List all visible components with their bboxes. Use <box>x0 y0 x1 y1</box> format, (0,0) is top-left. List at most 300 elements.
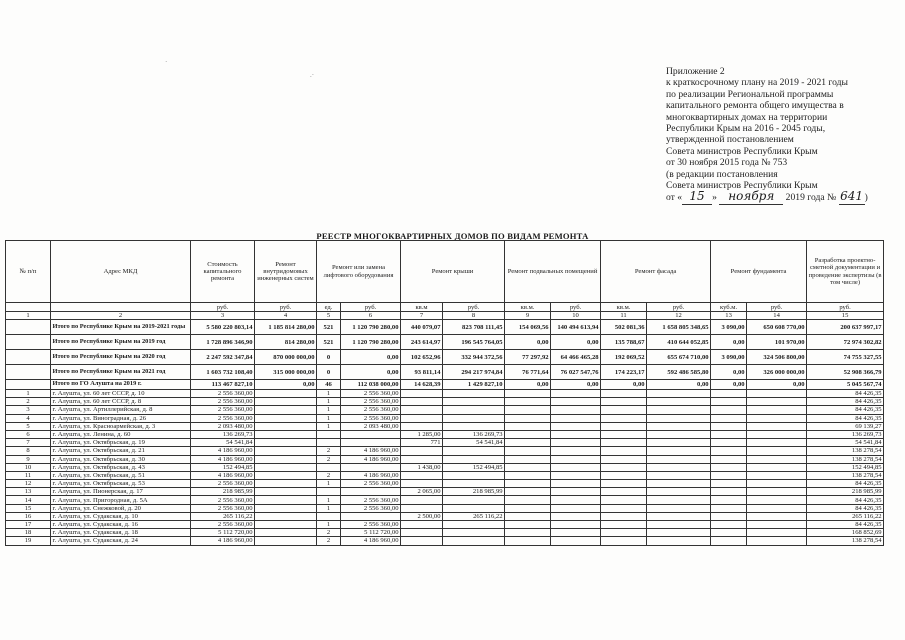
table-cell: 3 <box>191 312 255 320</box>
table-cell: г. Алушта, ул. Судакская, д. 18 <box>51 529 191 537</box>
table-cell: 140 494 613,94 <box>551 320 601 335</box>
table-cell: 2 <box>317 455 341 463</box>
table-cell: 76 771,64 <box>505 365 551 380</box>
table-row <box>6 504 884 512</box>
table-cell: 218 985,99 <box>807 488 884 496</box>
table-cell: Итого по ГО Алушта на 2019 г. <box>51 380 191 390</box>
table-cell <box>551 455 601 463</box>
table-cell <box>341 463 401 471</box>
table-cell: 46 <box>317 380 341 390</box>
table-row <box>6 439 884 447</box>
table-cell <box>317 488 341 496</box>
table-cell: 1 <box>317 406 341 414</box>
table-cell <box>647 455 711 463</box>
table-cell: 2 556 360,00 <box>341 390 401 398</box>
table-cell <box>747 529 807 537</box>
table-cell <box>401 496 443 504</box>
table-cell <box>711 422 747 430</box>
table-cell: 655 674 710,00 <box>647 350 711 365</box>
table-cell: г. Алушта, ул. Октябрьская, д. 53 <box>51 480 191 488</box>
table-cell <box>551 488 601 496</box>
table-cell <box>711 471 747 479</box>
table-cell: 76 027 547,76 <box>551 365 601 380</box>
table-cell <box>747 406 807 414</box>
table-cell <box>443 471 505 479</box>
table-cell: 52 908 366,79 <box>807 365 884 380</box>
table-cell: руб. <box>341 303 401 312</box>
table-row <box>6 480 884 488</box>
table-cell: 10 <box>6 463 51 471</box>
table-cell <box>647 504 711 512</box>
table-cell: 1 <box>317 422 341 430</box>
table-cell: 332 944 372,56 <box>443 350 505 365</box>
table-cell: 814 280,00 <box>255 335 317 350</box>
table-cell: 2 <box>317 537 341 545</box>
table-cell <box>401 504 443 512</box>
table-cell: 84 426,35 <box>807 496 884 504</box>
table-cell <box>601 480 647 488</box>
total-row <box>6 320 884 335</box>
table-cell <box>711 455 747 463</box>
table-cell <box>505 447 551 455</box>
table-cell <box>747 488 807 496</box>
table-cell <box>601 406 647 414</box>
annex-date-year: 2019 года № <box>785 192 837 204</box>
annex-line: многоквартирных домах на территории <box>666 111 828 123</box>
table-cell: 1 728 896 346,90 <box>191 335 255 350</box>
table-cell: 54 541,84 <box>807 439 884 447</box>
table-row <box>6 471 884 479</box>
table-row <box>6 512 884 520</box>
table-cell <box>443 414 505 422</box>
table-cell <box>255 480 317 488</box>
table-cell: 84 426,35 <box>807 480 884 488</box>
table-cell: г. Алушта, ул. 60 лет СССР, д. 10 <box>51 390 191 398</box>
table-cell <box>711 512 747 520</box>
table-cell: 592 486 585,80 <box>647 365 711 380</box>
annex-date-month: ноября <box>728 189 775 204</box>
table-cell: 7 <box>401 312 443 320</box>
table-cell <box>711 406 747 414</box>
table-cell: 2 556 360,00 <box>191 398 255 406</box>
table-cell: 1 <box>317 414 341 422</box>
table-cell: 101 970,00 <box>747 335 807 350</box>
annex-line: по реализации Региональной программы <box>666 88 834 100</box>
table-cell <box>551 471 601 479</box>
table-cell: 6 <box>6 430 51 438</box>
table-cell <box>401 447 443 455</box>
table-cell <box>747 480 807 488</box>
table-cell <box>505 463 551 471</box>
table-cell: 218 985,99 <box>191 488 255 496</box>
table-cell: 113 467 827,10 <box>191 380 255 390</box>
table-row <box>6 390 884 398</box>
table-cell <box>647 439 711 447</box>
table-cell <box>401 480 443 488</box>
table-cell: 138 278,54 <box>807 455 884 463</box>
table-cell: 54 541,84 <box>443 439 505 447</box>
table-cell <box>255 504 317 512</box>
table-cell <box>647 537 711 545</box>
table-cell <box>6 350 51 365</box>
table-header-row <box>6 241 884 303</box>
table-cell: 138 278,54 <box>807 447 884 455</box>
table-cell: 0,00 <box>255 380 317 390</box>
table-cell: 14 628,39 <box>401 380 443 390</box>
table-cell <box>505 455 551 463</box>
table-cell <box>551 504 601 512</box>
table-cell <box>711 537 747 545</box>
table-cell: 1 <box>6 390 51 398</box>
table-cell: кв.м. <box>505 303 551 312</box>
table-cell <box>747 439 807 447</box>
table-cell: 243 614,97 <box>401 335 443 350</box>
table-cell: 4 186 960,00 <box>341 455 401 463</box>
table-cell <box>711 463 747 471</box>
header-basement: Ремонт подвальных помещений <box>505 241 601 303</box>
table-cell <box>6 380 51 390</box>
table-cell <box>601 463 647 471</box>
table-cell <box>505 398 551 406</box>
table-cell: 410 644 052,85 <box>647 335 711 350</box>
table-cell: 294 217 974,84 <box>443 365 505 380</box>
table-cell <box>443 455 505 463</box>
table-cell: 5 <box>6 422 51 430</box>
table-cell: 72 974 302,82 <box>807 335 884 350</box>
table-cell: 11 <box>6 471 51 479</box>
table-cell: 174 223,17 <box>601 365 647 380</box>
table-cell <box>647 512 711 520</box>
table-cell: 2 556 360,00 <box>341 480 401 488</box>
table-cell: г. Алушта, ул. Пригородная, д. 5А <box>51 496 191 504</box>
table-row <box>6 529 884 537</box>
table-cell <box>647 390 711 398</box>
table-cell: кв.м <box>401 303 443 312</box>
table-cell <box>601 390 647 398</box>
table-cell <box>747 537 807 545</box>
table-cell: 8 <box>443 312 505 320</box>
table-cell: 2 556 360,00 <box>191 406 255 414</box>
table-cell: 0,00 <box>647 380 711 390</box>
table-cell <box>443 480 505 488</box>
table-cell: 1 <box>317 398 341 406</box>
table-cell: 14 <box>6 496 51 504</box>
header-engineering-systems: Ремонт внутридомовых инженерных систем <box>255 241 317 303</box>
table-cell <box>443 422 505 430</box>
table-cell: 2 093 480,00 <box>191 422 255 430</box>
table-cell <box>747 512 807 520</box>
table-cell: 0 <box>317 350 341 365</box>
table-cell: 771 <box>401 439 443 447</box>
annex-date-day: 15 <box>689 189 705 204</box>
table-cell: 14 <box>747 312 807 320</box>
table-cell: 84 426,35 <box>807 398 884 406</box>
table-cell <box>317 430 341 438</box>
table-cell: г. Алушта, ул. Ленина, д. 60 <box>51 430 191 438</box>
table-cell <box>551 512 601 520</box>
table-cell <box>551 414 601 422</box>
table-row <box>6 422 884 430</box>
table-cell: 2 556 360,00 <box>341 496 401 504</box>
table-cell <box>505 390 551 398</box>
table-cell <box>711 504 747 512</box>
table-cell: г. Алушта, ул. Снежковой, д. 20 <box>51 504 191 512</box>
table-cell <box>747 463 807 471</box>
table-cell: 17 <box>6 521 51 529</box>
annex-date-number: 641 <box>840 189 864 204</box>
table-cell: 84 426,35 <box>807 504 884 512</box>
table-cell: 2 247 592 347,84 <box>191 350 255 365</box>
total-row <box>6 350 884 365</box>
table-cell: 650 608 770,00 <box>747 320 807 335</box>
header-address: Адрес МКД <box>51 241 191 303</box>
table-cell <box>601 488 647 496</box>
table-cell: 196 545 764,05 <box>443 335 505 350</box>
table-cell <box>601 455 647 463</box>
annex-line: Совета министров Республики Крым <box>666 145 818 157</box>
table-cell: 136 269,73 <box>443 430 505 438</box>
table-cell <box>711 430 747 438</box>
table-cell <box>747 398 807 406</box>
units-row <box>6 303 884 312</box>
table-cell: 1 <box>317 521 341 529</box>
table-cell: 84 426,35 <box>807 414 884 422</box>
table-cell <box>505 488 551 496</box>
table-cell <box>341 430 401 438</box>
column-number-row <box>6 312 884 320</box>
table-cell <box>401 422 443 430</box>
table-cell <box>711 480 747 488</box>
table-cell: 2 556 360,00 <box>191 504 255 512</box>
table-cell: 2 556 360,00 <box>191 480 255 488</box>
table-cell: руб. <box>647 303 711 312</box>
table-cell <box>647 521 711 529</box>
table-cell <box>601 529 647 537</box>
table-cell: г. Алушта, ул. Судакская, д. 10 <box>51 512 191 520</box>
table-cell <box>443 496 505 504</box>
table-cell: 1 120 790 280,00 <box>341 335 401 350</box>
table-cell: 4 186 960,00 <box>191 447 255 455</box>
table-cell <box>401 455 443 463</box>
header-foundation: Ремонт фундамента <box>711 241 807 303</box>
table-cell: 2 <box>317 471 341 479</box>
table-cell: 1 <box>317 390 341 398</box>
table-cell <box>747 521 807 529</box>
table-cell <box>647 496 711 504</box>
table-cell <box>255 463 317 471</box>
table-cell <box>601 521 647 529</box>
table-cell <box>401 414 443 422</box>
table-cell: 2 556 360,00 <box>191 414 255 422</box>
table-cell: 521 <box>317 320 341 335</box>
table-cell: 2 556 360,00 <box>191 496 255 504</box>
table-cell: 823 708 111,45 <box>443 320 505 335</box>
annex-date-mid: » <box>712 192 717 204</box>
table-cell: 0,00 <box>505 380 551 390</box>
table-cell <box>505 512 551 520</box>
table-cell <box>711 529 747 537</box>
table-cell <box>711 390 747 398</box>
table-cell: 2 556 360,00 <box>341 521 401 529</box>
header-number: № п/п <box>6 241 51 303</box>
table-cell <box>747 430 807 438</box>
header-cost: Стоимость капитального ремонта <box>191 241 255 303</box>
table-cell: 0,00 <box>711 380 747 390</box>
annex-date-day-blank <box>682 191 712 204</box>
table-cell: 0,00 <box>747 380 807 390</box>
table-cell: 154 069,56 <box>505 320 551 335</box>
total-row <box>6 380 884 390</box>
header-design-docs: Разработка проектно-сметной документации и проведение экспертизы (в том числе) <box>807 241 884 303</box>
table-cell: 1 120 790 280,00 <box>341 320 401 335</box>
table-cell: 265 116,22 <box>807 512 884 520</box>
table-cell: 200 637 997,17 <box>807 320 884 335</box>
table-cell: 0,00 <box>601 380 647 390</box>
table-cell <box>551 496 601 504</box>
table-cell <box>255 455 317 463</box>
scan-speck: .· <box>310 71 315 79</box>
table-cell: 5 580 220 803,14 <box>191 320 255 335</box>
table-cell: 15 <box>6 504 51 512</box>
table-cell <box>747 414 807 422</box>
table-cell <box>401 521 443 529</box>
table-cell <box>551 398 601 406</box>
table-cell <box>401 537 443 545</box>
table-cell <box>255 398 317 406</box>
annex-line: от 30 ноября 2015 года № 753 <box>666 157 788 169</box>
table-cell: 0,00 <box>711 335 747 350</box>
table-cell <box>255 422 317 430</box>
table-body <box>6 303 884 546</box>
table-cell: 4 186 960,00 <box>191 537 255 545</box>
table-cell: 6 <box>341 312 401 320</box>
annex-date-line <box>666 191 902 204</box>
table-cell: 138 278,54 <box>807 471 884 479</box>
table-cell <box>601 414 647 422</box>
table-cell <box>443 398 505 406</box>
table-cell: 64 466 465,28 <box>551 350 601 365</box>
table-cell <box>711 447 747 455</box>
table-cell <box>401 406 443 414</box>
table-cell <box>647 422 711 430</box>
annex-number-blank <box>839 191 865 204</box>
table-cell: г. Алушта, ул. Пионерская, д. 17 <box>51 488 191 496</box>
table-cell <box>647 471 711 479</box>
table-row <box>6 406 884 414</box>
table-cell <box>505 422 551 430</box>
annex-lines <box>666 66 902 191</box>
table-cell <box>505 480 551 488</box>
table-cell: 2 065,00 <box>401 488 443 496</box>
table-cell <box>505 504 551 512</box>
table-cell: руб. <box>191 303 255 312</box>
table-cell <box>505 471 551 479</box>
table-cell <box>505 521 551 529</box>
table-cell <box>711 521 747 529</box>
table-cell <box>443 447 505 455</box>
table-cell <box>255 390 317 398</box>
table-cell <box>6 335 51 350</box>
table-cell <box>647 488 711 496</box>
table-cell: 3 090,00 <box>711 320 747 335</box>
table-cell <box>747 471 807 479</box>
table-cell <box>255 512 317 520</box>
table-cell <box>401 471 443 479</box>
table-cell: г. Алушта, ул. Артиллерийская, д. 8 <box>51 406 191 414</box>
table-cell: 265 116,22 <box>443 512 505 520</box>
table-cell: 2 500,00 <box>401 512 443 520</box>
table-cell <box>443 521 505 529</box>
table-cell <box>747 447 807 455</box>
table-cell: руб. <box>551 303 601 312</box>
table-cell: 4 186 960,00 <box>191 455 255 463</box>
table-cell <box>601 430 647 438</box>
table-cell: куб.м. <box>711 303 747 312</box>
table-cell <box>401 390 443 398</box>
annex-date-suffix: ) <box>864 192 868 204</box>
table-cell <box>341 439 401 447</box>
table-cell <box>647 430 711 438</box>
table-cell: 74 755 327,55 <box>807 350 884 365</box>
table-cell: 168 852,69 <box>807 529 884 537</box>
table-cell <box>551 422 601 430</box>
table-cell: руб. <box>255 303 317 312</box>
table-cell: 84 426,35 <box>807 390 884 398</box>
table-cell <box>341 488 401 496</box>
total-row <box>6 365 884 380</box>
table-cell <box>255 471 317 479</box>
table-cell <box>647 414 711 422</box>
table-cell <box>711 398 747 406</box>
table-cell: 136 269,73 <box>807 430 884 438</box>
table-cell <box>255 521 317 529</box>
table-cell: 521 <box>317 335 341 350</box>
table-cell: г. Алушта, ул. 60 лет СССР, д. 8 <box>51 398 191 406</box>
table-cell: г. Алушта, ул. Судакская, д. 16 <box>51 521 191 529</box>
table-cell: 1 <box>317 504 341 512</box>
table-cell <box>317 463 341 471</box>
table-cell <box>647 398 711 406</box>
table-cell: 2 <box>317 529 341 537</box>
table-cell: 2 <box>317 447 341 455</box>
table-cell <box>647 406 711 414</box>
table-cell <box>601 504 647 512</box>
table-cell: 77 297,92 <box>505 350 551 365</box>
table-cell <box>51 303 191 312</box>
table-cell: 2 <box>6 398 51 406</box>
table-row <box>6 430 884 438</box>
table-cell <box>255 447 317 455</box>
table-cell: 54 541,84 <box>191 439 255 447</box>
table-cell: 0,00 <box>551 335 601 350</box>
annex-line: к краткосрочному плану на 2019 - 2021 годы <box>666 77 848 89</box>
table-cell: 4 186 960,00 <box>341 447 401 455</box>
table-cell: руб. <box>443 303 505 312</box>
table-cell <box>505 529 551 537</box>
table-cell: 18 <box>6 529 51 537</box>
table-cell <box>601 439 647 447</box>
table-cell: г. Алушта, ул. Октябрьская, д. 19 <box>51 439 191 447</box>
table-row <box>6 447 884 455</box>
table-cell: 152 494,85 <box>191 463 255 471</box>
table-row <box>6 398 884 406</box>
table-cell: 218 985,99 <box>443 488 505 496</box>
table-cell: 1 603 732 108,40 <box>191 365 255 380</box>
table-cell: 4 <box>255 312 317 320</box>
annex-line: Республики Крым на 2016 - 2045 годы, <box>666 123 826 135</box>
table-cell <box>255 439 317 447</box>
table-cell <box>505 406 551 414</box>
